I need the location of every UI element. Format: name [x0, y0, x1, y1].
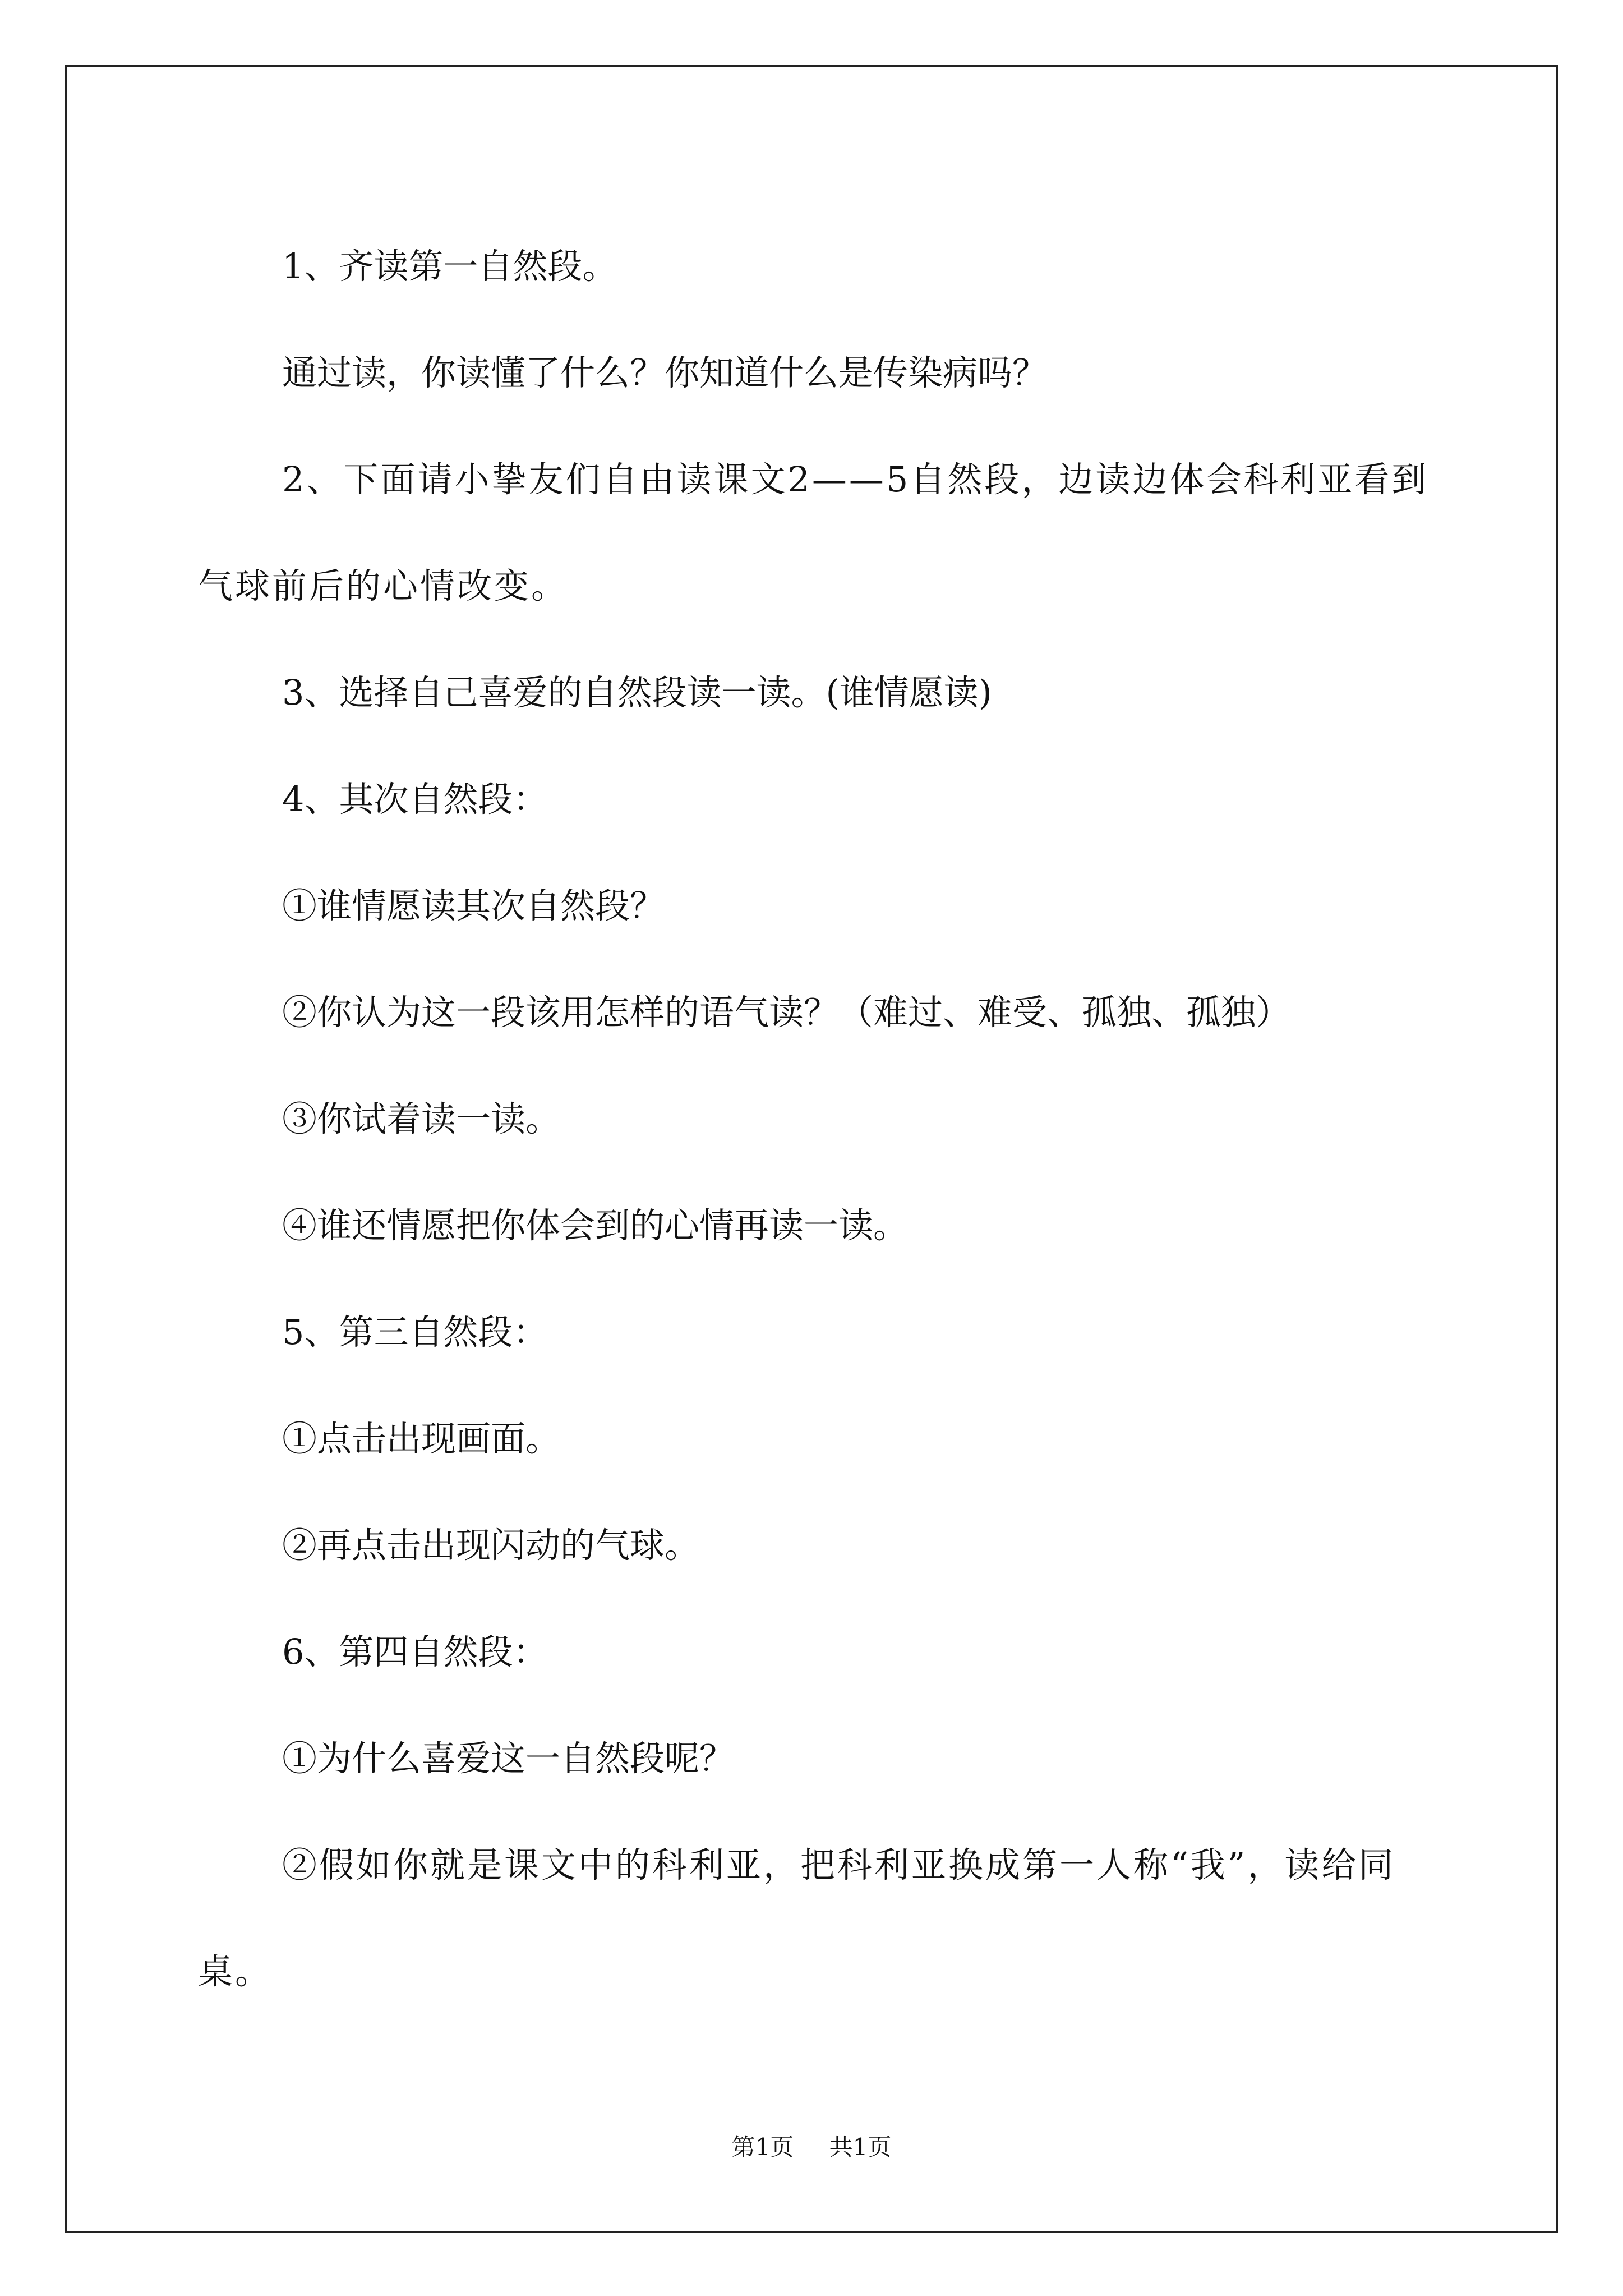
page-total: 共1页: [829, 2133, 892, 2161]
paragraph: 3、选择自己喜爱的自然段读一读。(谁情愿读): [282, 672, 992, 713]
paragraph: 5、第三自然段：: [282, 1312, 548, 1352]
paragraph: 4、其次自然段：: [282, 779, 548, 820]
paragraph: ①为什么喜爱这一自然段呢？: [282, 1738, 735, 1779]
page-number: 第1页: [731, 2133, 794, 2161]
paragraph: ①谁情愿读其次自然段？: [282, 885, 665, 926]
paragraph: ③你试着读一读。: [282, 1098, 561, 1139]
paragraph: ②假如你就是课文中的科利亚，把科利亚换成第一人称“我”，读给同桌。: [198, 1844, 1396, 1992]
paragraph: ④谁还情愿把你体会到的心情再读一读。: [282, 1205, 909, 1246]
paragraph: 6、第四自然段：: [282, 1631, 548, 1672]
paragraph: 1、齐读第一自然段。: [282, 246, 617, 287]
paragraph: 2、下面请小挚友们自由读课文2——5自然段，边读边体会科利亚看到气球前后的心情改变。: [198, 459, 1429, 606]
page-footer: [0, 2129, 1623, 2162]
paragraph: ②你认为这一段该用怎样的语气读？（难过、难受、孤独、孤独）: [282, 992, 1291, 1033]
paragraph: 通过读，你读懂了什么？你知道什么是传染病吗？: [282, 352, 1048, 393]
paragraph: ②再点击出现闪动的气球。: [282, 1525, 700, 1566]
document-body: [198, 213, 1432, 2025]
paragraph: ①点击出现画面。: [282, 1418, 561, 1459]
